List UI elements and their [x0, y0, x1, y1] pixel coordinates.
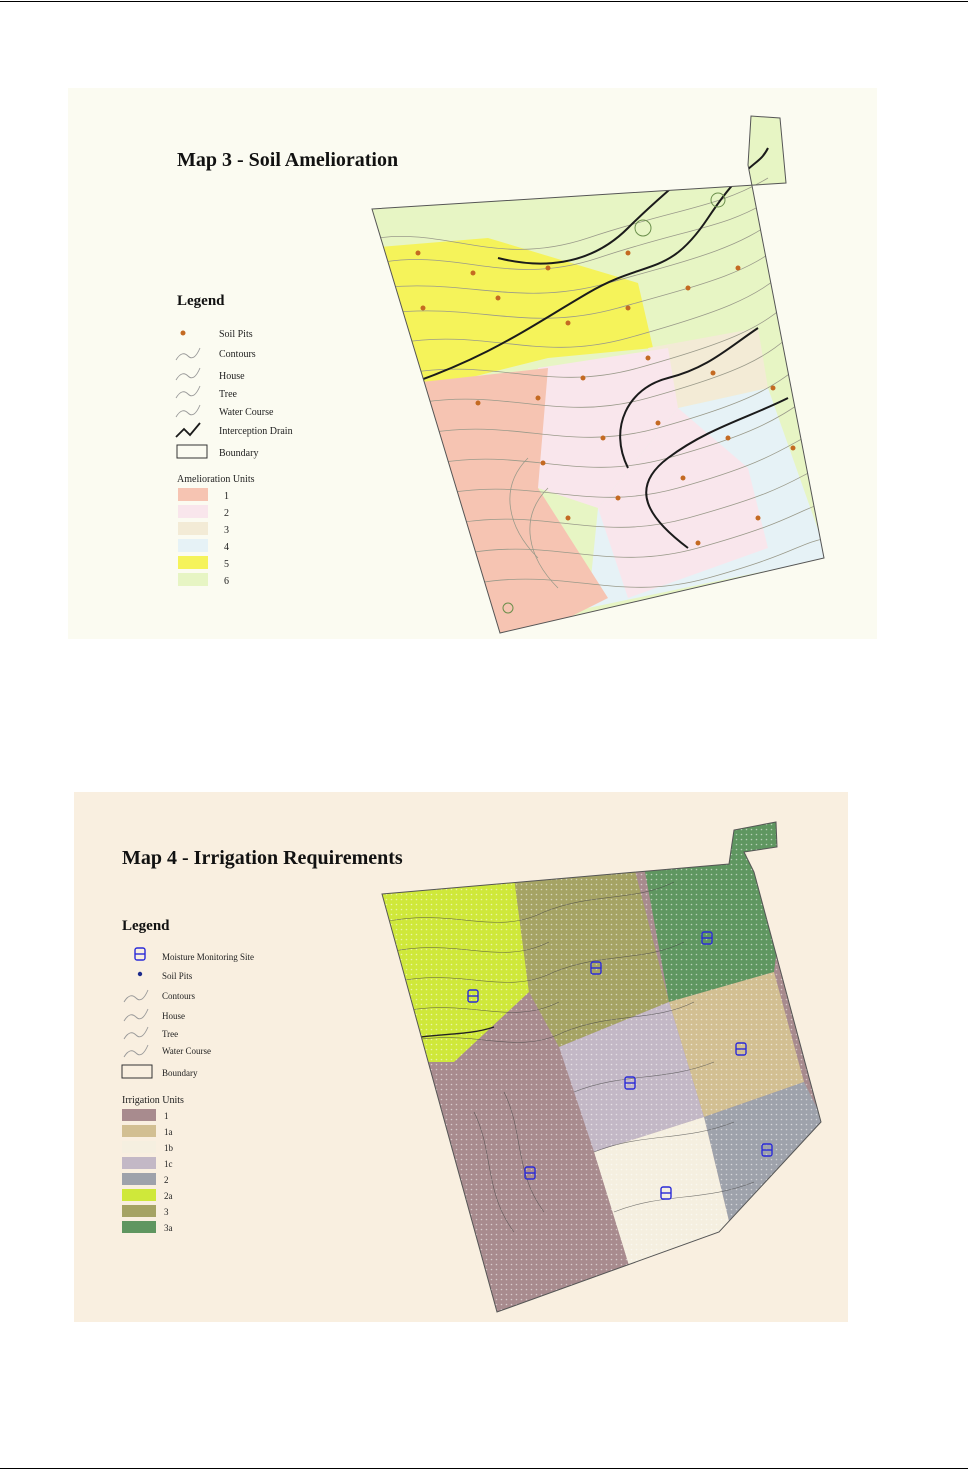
unit-label: 5: [224, 559, 229, 570]
legend-item-label: Water Course: [219, 407, 274, 418]
map-3-zones: [348, 88, 868, 639]
unit-label: 1b: [164, 1143, 173, 1153]
unit-label: 1: [224, 491, 229, 502]
unit-swatch: [178, 505, 208, 518]
legend-item-label: House: [162, 1011, 185, 1021]
unit-swatch: [122, 1189, 156, 1201]
contour-line-icon: [124, 990, 148, 1002]
unit-swatch: [122, 1125, 156, 1137]
legend-item-label: Moisture Monitoring Site: [162, 952, 254, 962]
map-4-zones: [364, 812, 844, 1322]
house-line-icon: [124, 1009, 148, 1021]
unit-swatch: [122, 1205, 156, 1217]
unit-swatch: [178, 522, 208, 535]
unit-label: 6: [224, 576, 229, 587]
legend-item-label: Tree: [219, 389, 237, 400]
bottom-rule: [0, 1468, 968, 1469]
unit-swatch: [178, 573, 208, 586]
unit-swatch: [122, 1141, 156, 1153]
unit-swatch: [122, 1157, 156, 1169]
unit-swatch: [122, 1173, 156, 1185]
soil-pit-dot-icon: [138, 972, 142, 976]
legend-heading: Legend: [122, 918, 170, 934]
house-line-icon: [176, 368, 200, 380]
soil-pit-dot-icon: [181, 331, 186, 336]
legend-item-label: Tree: [162, 1029, 179, 1039]
water-course-icon: [124, 1045, 148, 1057]
unit-label: 2a: [164, 1191, 173, 1201]
unit-swatch: [122, 1109, 156, 1121]
contour-line-icon: [176, 348, 200, 360]
legend-item-label: Boundary: [219, 448, 259, 459]
drain-line-icon: [176, 423, 200, 437]
unit-label: 3: [224, 525, 229, 536]
unit-swatch: [178, 539, 208, 552]
unit-swatch: [122, 1221, 156, 1233]
unit-swatch: [178, 556, 208, 569]
unit-swatch: [178, 488, 208, 501]
legend: [122, 918, 254, 1233]
map-title: Map 4 - Irrigation Requirements: [122, 847, 403, 869]
map-4-canvas: [74, 792, 848, 1322]
legend-item-label: Water Course: [162, 1046, 212, 1056]
unit-label: 3: [164, 1207, 169, 1217]
map-title: Map 3 - Soil Amelioration: [177, 149, 399, 171]
legend-item-label: Soil Pits: [219, 329, 253, 340]
top-rule: [0, 1, 968, 2]
map-3-canvas: [68, 88, 877, 639]
unit-label: 1c: [164, 1159, 173, 1169]
units-heading: Amelioration Units: [177, 474, 255, 485]
legend-item-label: Interception Drain: [219, 426, 293, 437]
map-4-panel: [74, 792, 848, 1322]
tree-line-icon: [176, 386, 200, 398]
boundary-box-icon: [177, 445, 207, 458]
unit-label: 3a: [164, 1223, 173, 1233]
unit-label: 1a: [164, 1127, 173, 1137]
water-course-icon: [176, 405, 200, 417]
unit-label: 2: [164, 1175, 169, 1185]
map-3-panel: [68, 88, 877, 639]
monitoring-site-icon: [135, 948, 145, 960]
tree-line-icon: [124, 1027, 148, 1039]
legend-item-label: Contours: [162, 991, 196, 1001]
legend-item-label: Contours: [219, 349, 256, 360]
unit-label: 4: [224, 542, 229, 553]
unit-label: 2: [224, 508, 229, 519]
legend-item-label: Boundary: [162, 1068, 198, 1078]
legend-item-label: House: [219, 371, 245, 382]
units-heading: Irrigation Units: [122, 1095, 184, 1106]
legend-heading: Legend: [177, 293, 225, 309]
unit-label: 1: [164, 1111, 169, 1121]
legend: [176, 293, 293, 587]
boundary-box-icon: [122, 1065, 152, 1078]
legend-item-label: Soil Pits: [162, 971, 193, 981]
